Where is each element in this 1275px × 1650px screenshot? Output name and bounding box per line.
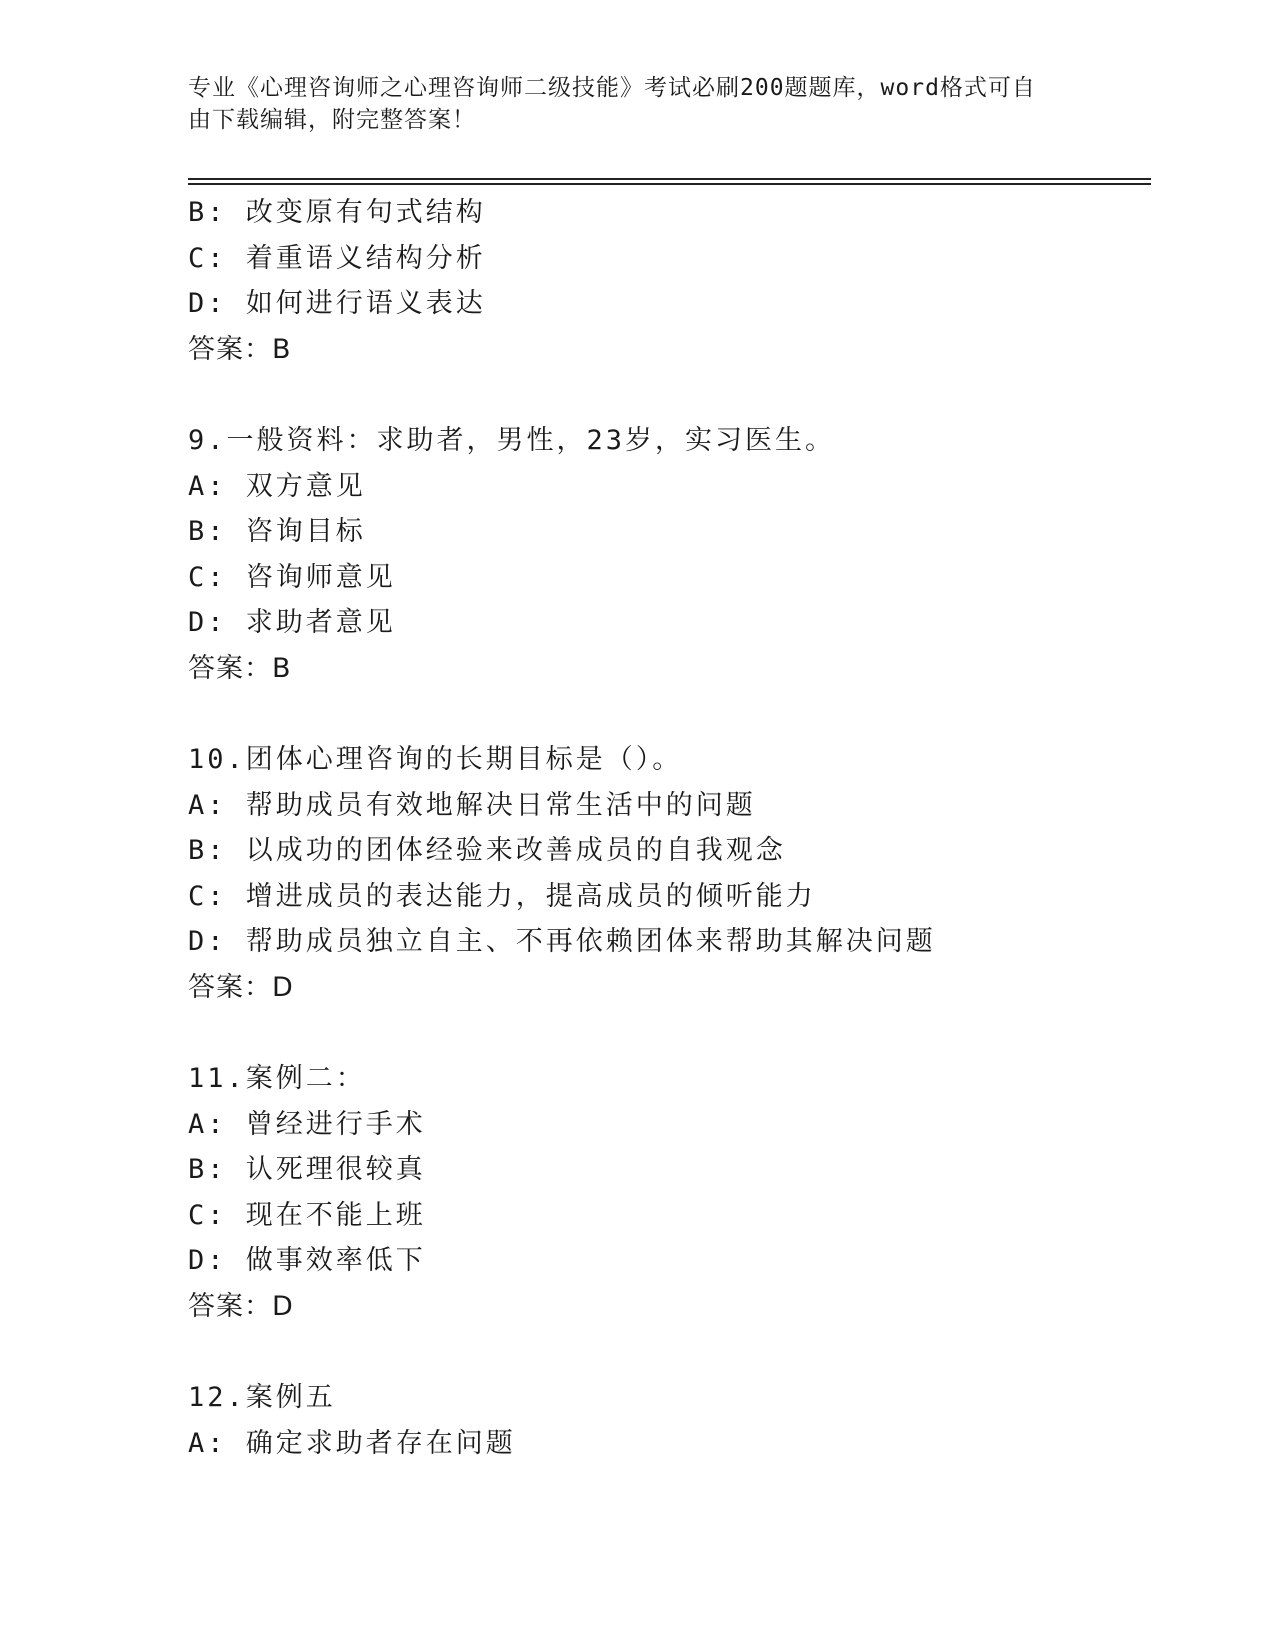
header-line-2: 由下载编辑，附完整答案！ [188, 107, 476, 133]
question-block-partial [188, 190, 1151, 372]
option-a: A: 曾经进行手术 [188, 1108, 426, 1140]
option-a: A: 帮助成员有效地解决日常生活中的问题 [188, 789, 756, 821]
option-a: A: 双方意见 [188, 470, 366, 502]
option-c: C: 增进成员的表达能力，提高成员的倾听能力 [188, 880, 816, 912]
header-line-1: 专业《心理咨询师之心理咨询师二级技能》考试必刷200题题库，word格式可自 [188, 75, 1036, 101]
answer-line: 答案：D [188, 1290, 294, 1322]
header-divider-bottom [188, 183, 1151, 185]
answer-line: 答案：B [188, 652, 292, 684]
header-divider-top [188, 178, 1151, 180]
option-d: D: 帮助成员独立自主、不再依赖团体来帮助其解决问题 [188, 926, 936, 957]
question-block-11 [188, 1056, 1151, 1329]
option-b: B: 咨询目标 [188, 516, 366, 547]
option-d: D: 做事效率低下 [188, 1245, 426, 1276]
option-c: C: 着重语义结构分析 [188, 242, 486, 274]
option-c: C: 现在不能上班 [188, 1199, 426, 1231]
option-c: C: 咨询师意见 [188, 561, 396, 593]
option-b: B: 认死理很较真 [188, 1154, 426, 1185]
option-d: D: 求助者意见 [188, 607, 396, 638]
option-a: A: 确定求助者存在问题 [188, 1427, 516, 1459]
option-d: D: 如何进行语义表达 [188, 288, 486, 319]
question-block-9 [188, 418, 1151, 691]
question-block-10 [188, 737, 1151, 1010]
question-title: 12.案例五 [188, 1382, 336, 1413]
answer-line: 答案：B [188, 333, 292, 365]
question-title: 9.一般资料：求助者，男性，23岁，实习医生。 [188, 425, 836, 456]
question-list [188, 190, 1151, 1466]
option-b: B: 改变原有句式结构 [188, 197, 486, 228]
question-title: 10.团体心理咨询的长期目标是（）。 [188, 744, 683, 775]
question-title: 11.案例二： [188, 1063, 366, 1094]
answer-line: 答案：D [188, 971, 294, 1003]
option-b: B: 以成功的团体经验来改善成员的自我观念 [188, 835, 786, 866]
question-block-12 [188, 1375, 1151, 1466]
document-header [188, 72, 1068, 136]
